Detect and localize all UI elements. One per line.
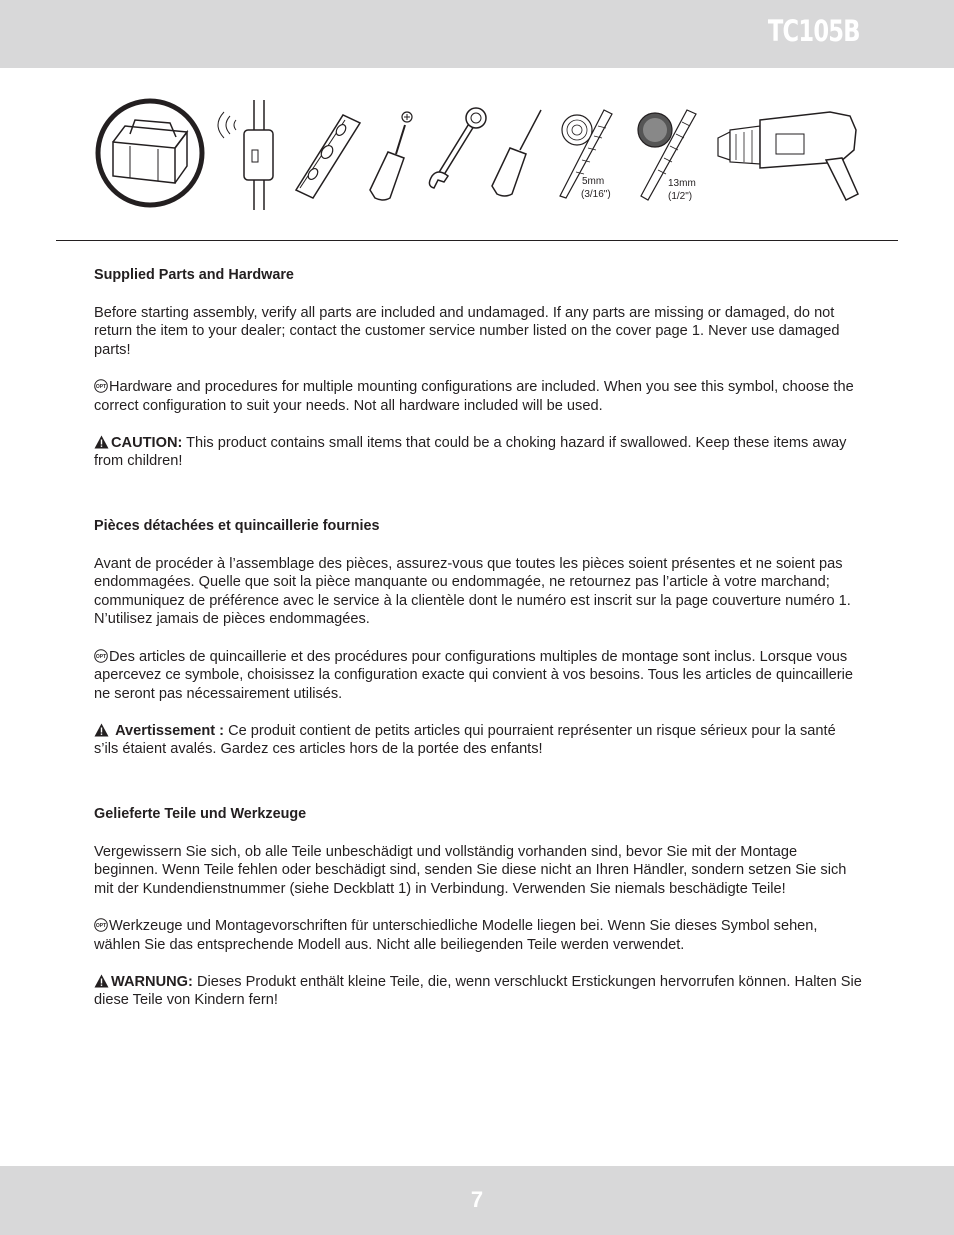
opt-symbol-icon bbox=[94, 379, 108, 393]
option-note-text: Werkzeuge und Montagevorschriften für unterschiedliche Modelle liegen bei. Wenn Sie dieses Symbol sehen, wählen Sie das entsprechende Modell aus. Nicht alle beiliegenden Teile werden verwendet. bbox=[94, 918, 818, 953]
drill-bit-small-size-in: (3/16") bbox=[581, 189, 611, 200]
model-code: TC105B bbox=[768, 14, 860, 48]
section-heading: Gelieferte Teile und Werkzeuge bbox=[94, 806, 307, 823]
section-german bbox=[94, 805, 864, 1010]
tools-illustration bbox=[0, 90, 954, 225]
warning-text: Ce produit contient de petits articles qui pourraient représenter un risque sérieux pour la santé s’ils étaient avalés. Gardez ces articles hors de la portée des enfants! bbox=[94, 722, 836, 758]
warning-text: Dieses Produkt enthält kleine Teile, die, wenn verschluckt Erstickungen hervorrufen können. Halten Sie diese Teile von Kindern fern! bbox=[94, 973, 862, 1009]
drill-bit-large-size-in: (1/2") bbox=[668, 191, 693, 202]
warning-triangle-icon bbox=[94, 974, 109, 988]
drill-bit-wood-icon bbox=[560, 110, 612, 200]
drill-bit-masonry-icon bbox=[638, 110, 696, 202]
page-number: 7 bbox=[470, 1187, 484, 1212]
warning-note bbox=[94, 973, 864, 1010]
stud-finder-icon bbox=[218, 100, 273, 210]
opt-symbol-icon bbox=[94, 649, 108, 663]
power-drill-icon bbox=[718, 112, 858, 200]
section-intro: Avant de procéder à l’assemblage des pièces, assurez-vous que toutes les pièces soient présentes et ne soient pas endommagées. Quelle que soit la pièce manquante ou endommagée, ne retournez pas l’article à votre marchand; communiquez de préférence avec le service à la clientèle dont le numéro est inscrit sur la page couverture numéro 1. N’utilisez jamais de pièces endommagées. bbox=[94, 555, 851, 628]
section-intro: Before starting assembly, verify all parts are included and undamaged. If any parts are missing or damaged, do not return the item to your dealer; contact the customer service number listed on the cover page 1. Never use damaged parts! bbox=[94, 304, 840, 358]
opt-symbol-icon bbox=[94, 918, 108, 932]
option-note bbox=[94, 648, 864, 704]
section-heading: Supplied Parts and Hardware bbox=[94, 267, 294, 283]
instructions-content bbox=[94, 266, 864, 1056]
warning-label: CAUTION: bbox=[111, 434, 183, 451]
section-french bbox=[94, 517, 864, 759]
wrench-icon bbox=[429, 108, 486, 188]
drill-bit-large-size-mm: 13mm bbox=[668, 178, 696, 189]
awl-icon bbox=[492, 110, 541, 196]
svg-text:OPT: OPT bbox=[95, 922, 107, 929]
warning-triangle-icon bbox=[94, 435, 109, 449]
option-note bbox=[94, 378, 864, 415]
option-note-text: Des articles de quincaillerie et des procédures pour configurations multiples de montage sont inclus. Lorsque vous apercevez ce symbole, choisissez la configuration exacte qui convient à vos besoins. Tous les articles de quincaillerie ne seront pas nécessairement utilisés. bbox=[94, 648, 854, 702]
warning-label: WARNUNG: bbox=[111, 973, 193, 990]
section-intro: Vergewissern Sie sich, ob alle Teile unbeschädigt und vollständig vorhanden sind, bevor Sie mit der Montage beginnen. Wenn Teile fehlen oder beschädigt sind, senden Sie diese nicht an Ihren Händler, sondern setzen Sie sich mit der Kundendienstnummer (siehe Deckblatt 1) in Verbindung. Verwenden Sie niemals beschädigte Teile! bbox=[94, 843, 847, 897]
toolbox-icon bbox=[98, 101, 202, 205]
section-english bbox=[94, 266, 864, 471]
warning-text: This product contains small items that could be a choking hazard if swallowed. Keep these items away from children! bbox=[94, 434, 847, 470]
section-heading: Pièces détachées et quincaillerie fournies bbox=[94, 517, 380, 534]
header-bar bbox=[0, 0, 954, 68]
option-note bbox=[94, 917, 864, 954]
drill-bit-small-size-mm: 5mm bbox=[582, 176, 605, 187]
level-icon bbox=[296, 115, 360, 198]
svg-text:OPT: OPT bbox=[95, 383, 107, 390]
option-note-text: Hardware and procedures for multiple mounting configurations are included. When you see this symbol, choose the correct configuration to suit your needs. Not all hardware included will be used. bbox=[94, 378, 854, 414]
warning-note bbox=[94, 722, 864, 759]
warning-label: Avertissement : bbox=[115, 722, 225, 739]
warning-triangle-icon bbox=[94, 723, 109, 737]
phillips-screwdriver-icon bbox=[370, 112, 412, 200]
svg-text:OPT: OPT bbox=[95, 653, 107, 660]
warning-note bbox=[94, 434, 864, 471]
divider bbox=[56, 240, 898, 241]
